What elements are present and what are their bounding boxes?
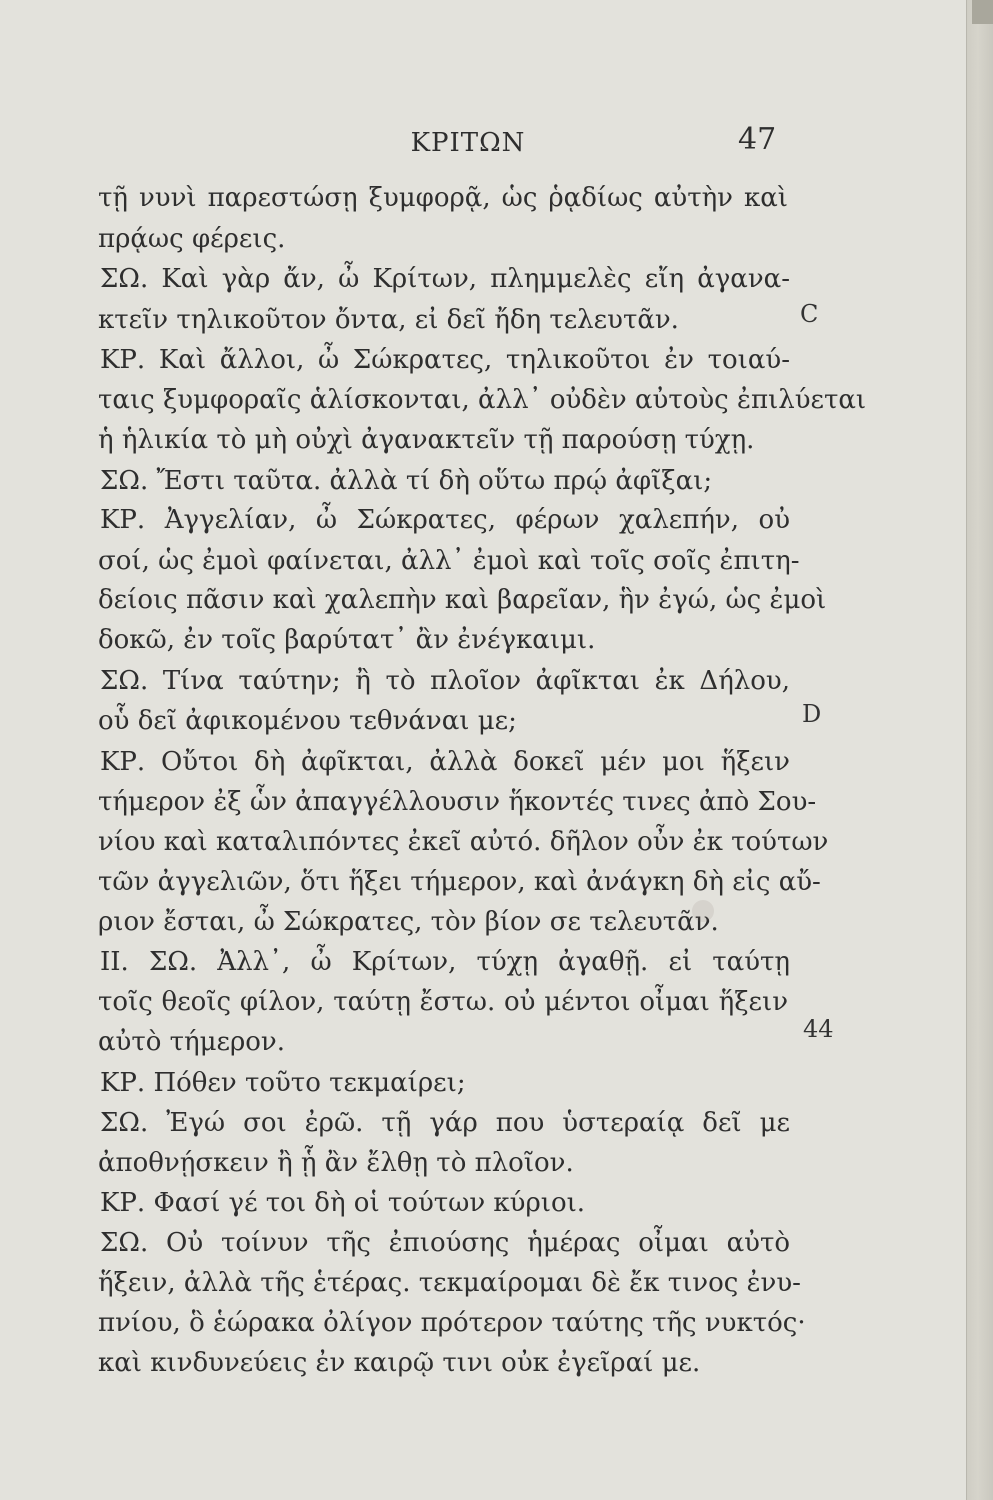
text-line: κτεῖν τηλικοῦτον ὄντα, εἰ δεῖ ἤδη τελευτᾶν. [98, 305, 679, 335]
text-line: πρᾴως φέρεις. [98, 224, 286, 254]
text-line: πνίου, ὃ ἑώρακα ὀλίγον πρότερον ταύτης τῆς νυκτός· [98, 1308, 806, 1338]
text-line: νίου καὶ καταλιπόντες ἐκεῖ αὐτό. δῆλον οὖν ἐκ τούτων [98, 827, 829, 857]
text-line: ΚΡ. Οὔτοι δὴ ἀφῖκται, ἀλλὰ δοκεῖ μέν μοι ἥξειν [100, 747, 790, 777]
text-line: σοί, ὡς ἐμοὶ φαίνεται, ἀλλ᾽ ἐμοὶ καὶ τοῖς σοῖς ἐπιτη- [98, 546, 800, 576]
text-line: ΣΩ. Τίνα ταύτην; ἢ τὸ πλοῖον ἀφῖκται ἐκ Δήλου, [100, 666, 790, 696]
text-line: ΚΡ. Φασί γέ τοι δὴ οἱ τούτων κύριοι. [100, 1188, 586, 1218]
page-edge [966, 0, 993, 1500]
text-line: ΣΩ. Οὐ τοίνυν τῆς ἐπιούσης ἡμέρας οἶμαι αὐτὸ [100, 1228, 790, 1258]
text-line: ἥξειν, ἀλλὰ τῆς ἑτέρας. τεκμαίρομαι δὲ ἔκ τινος ἐνυ- [98, 1268, 801, 1298]
text-line: τῇ νυνὶ παρεστώσῃ ξυμφορᾷ, ὡς ῥᾳδίως αὐτὴν καὶ [98, 183, 788, 213]
running-title: ΚΡΙΤΩΝ [410, 128, 526, 158]
text-line: ριον ἔσται, ὦ Σώκρατες, τὸν βίον σε τελευτᾶν. [98, 907, 719, 937]
text-line: οὗ δεῖ ἀφικομένου τεθνάναι με; [98, 706, 517, 736]
text-line: ἀποθνῄσκειν ἢ ᾗ ἂν ἔλθῃ τὸ πλοῖον. [98, 1148, 574, 1178]
text-line: II. ΣΩ. Ἀλλ᾽, ὦ Κρίτων, τύχῃ ἀγαθῇ. εἰ ταύτῃ [100, 947, 790, 977]
page-number: 47 [738, 122, 777, 157]
text-line: δοκῶ, ἐν τοῖς βαρύτατ᾽ ἂν ἐνέγκαιμι. [98, 625, 596, 655]
text-line: ταις ξυμφοραῖς ἁλίσκονται, ἀλλ᾽ οὐδὲν αὐτοὺς ἐπιλύεται [98, 385, 867, 415]
text-line: ΣΩ. Ἐγώ σοι ἐρῶ. τῇ γάρ που ὑστεραίᾳ δεῖ με [100, 1108, 790, 1138]
margin-note-44: 44 [803, 1015, 834, 1043]
margin-note-d: D [802, 700, 822, 728]
text-line: τοῖς θεοῖς φίλον, ταύτῃ ἔστω. οὐ μέντοι οἶμαι ἥξειν [98, 987, 788, 1017]
text-line: αὐτὸ τήμερον. [98, 1027, 286, 1057]
text-line: ΚΡ. Πόθεν τοῦτο τεκμαίρει; [100, 1068, 466, 1098]
text-line: ΚΡ. Καὶ ἄλλοι, ὦ Σώκρατες, τηλικοῦτοι ἐν τοιαύ- [100, 345, 790, 375]
text-line: ἡ ἡλικία τὸ μὴ οὐχὶ ἀγανακτεῖν τῇ παρούσῃ τύχῃ. [98, 425, 755, 455]
binding-mark [972, 0, 993, 24]
margin-note-c: C [800, 300, 819, 328]
text-line: τῶν ἀγγελιῶν, ὅτι ἥξει τήμερον, καὶ ἀνάγκη δὴ εἰς αὔ- [98, 867, 821, 897]
text-line: τήμερον ἐξ ὧν ἀπαγγέλλουσιν ἥκοντές τινες ἀπὸ Σου- [98, 787, 817, 817]
ink-smudge [692, 900, 714, 922]
text-line: ΣΩ. Καὶ γὰρ ἄν, ὦ Κρίτων, πλημμελὲς εἴη ἀγανα- [100, 264, 790, 294]
text-line: δείοις πᾶσιν καὶ χαλεπὴν καὶ βαρεῖαν, ἣν ἐγώ, ὡς ἐμοὶ [98, 585, 827, 615]
text-line: ΚΡ. Ἀγγελίαν, ὦ Σώκρατες, φέρων χαλεπήν, οὐ [100, 505, 790, 535]
text-line: καὶ κινδυνεύεις ἐν καιρῷ τινι οὐκ ἐγεῖραί με. [98, 1348, 701, 1378]
text-line: ΣΩ. Ἔστι ταῦτα. ἀλλὰ τί δὴ οὕτω πρῴ ἀφῖξαι; [100, 466, 713, 496]
